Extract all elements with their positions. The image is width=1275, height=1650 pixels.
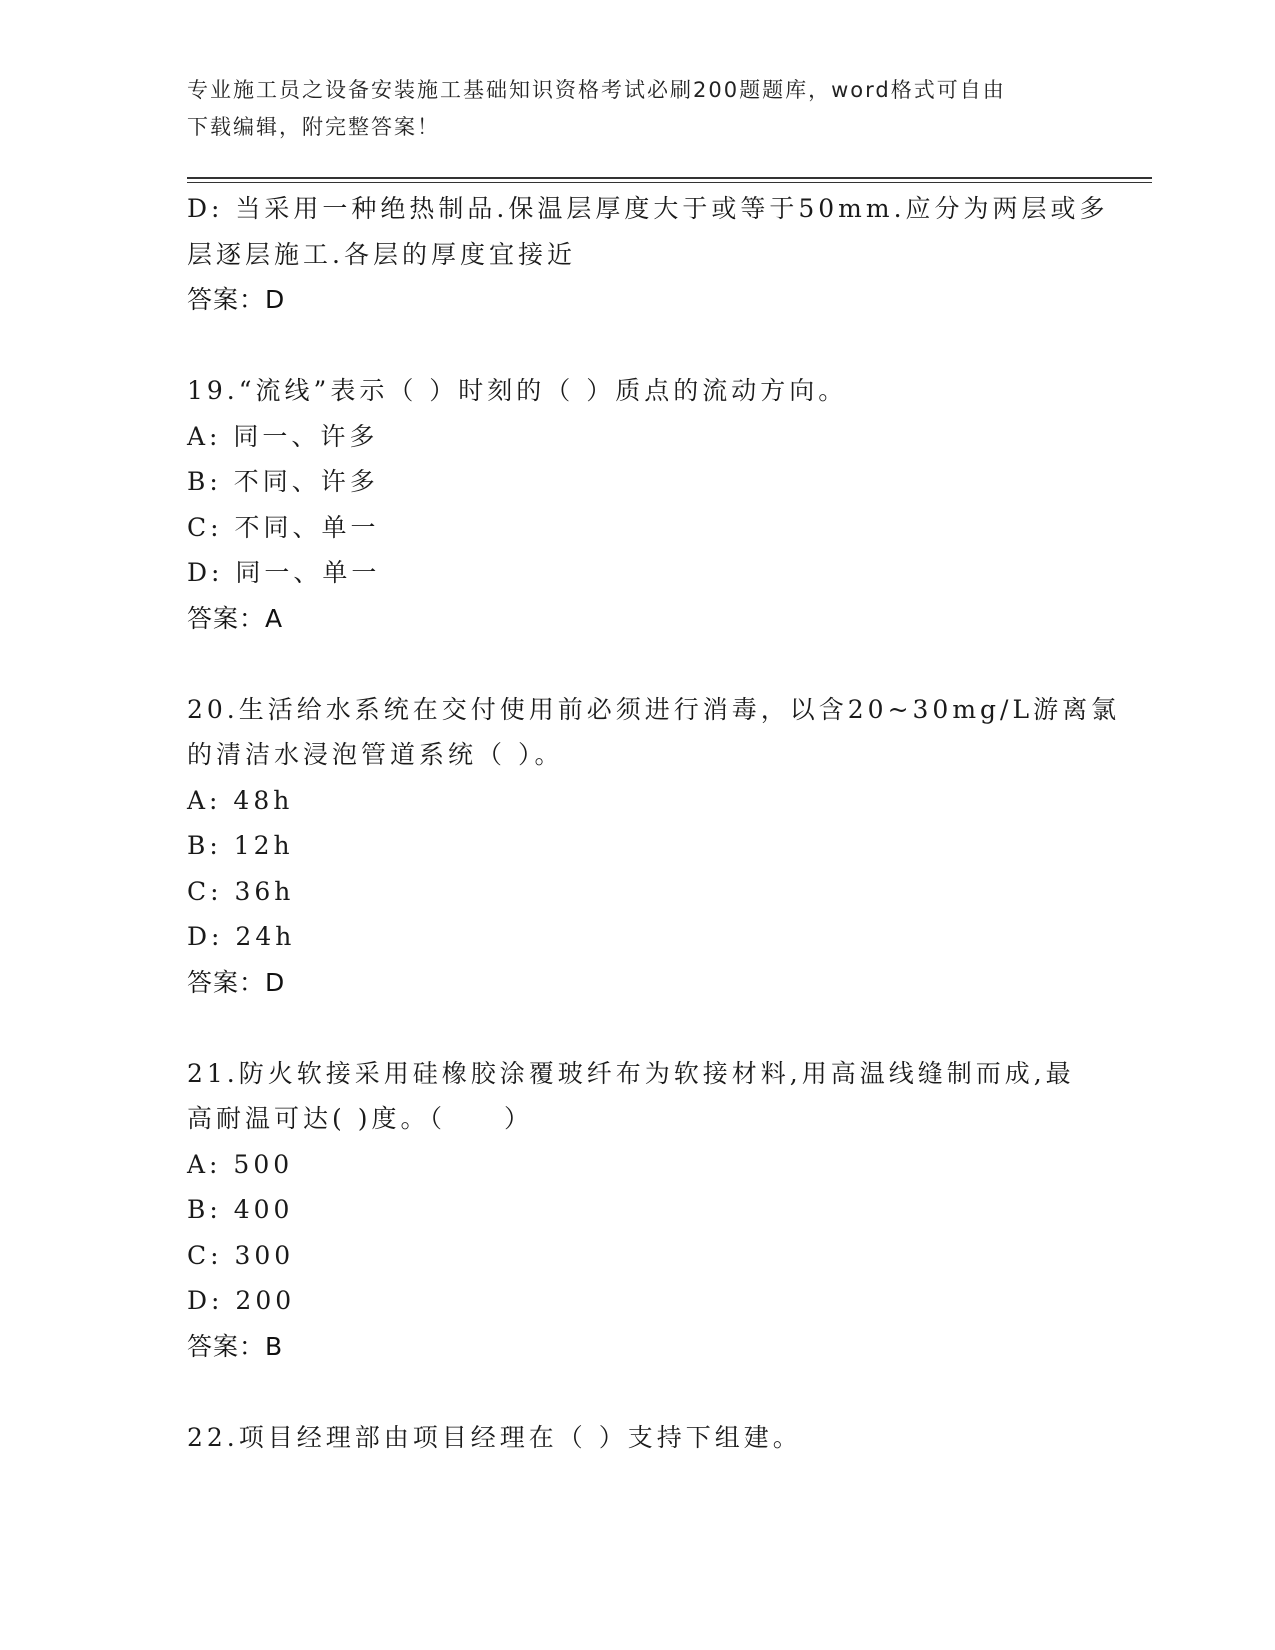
- question-stem: 22.项目经理部由项目经理在（ ）支持下组建。: [187, 1422, 802, 1452]
- question-20: [187, 687, 1121, 1006]
- question-stem-line-1: 20.生活给水系统在交付使用前必须进行消毒，以含20~30mg/L游离氯: [187, 694, 1121, 724]
- option-b: B: 400: [187, 1195, 294, 1224]
- option-a: A: 500: [187, 1149, 294, 1179]
- previous-question: [187, 186, 1109, 323]
- option-d: D: 同一、单一: [187, 558, 381, 587]
- document-body: [187, 186, 1121, 1460]
- answer-line: 答案：D: [187, 967, 286, 997]
- header-rule-bottom: [187, 182, 1152, 183]
- answer-line: 答案：B: [187, 1331, 284, 1361]
- question-stem: 19.“流线”表示（ ）时刻的（ ）质点的流动方向。: [187, 376, 848, 405]
- option-d: D: 200: [187, 1286, 296, 1315]
- question-22: [187, 1415, 1087, 1461]
- header-line-2: 下载编辑，附完整答案！: [187, 115, 440, 139]
- option-b: B: 12h: [187, 831, 294, 860]
- option-c: C: 36h: [187, 876, 295, 906]
- header-line-1: 专业施工员之设备安装施工基础知识资格考试必刷200题题库，word格式可自由: [187, 78, 1006, 102]
- question-stem-line-2: 高耐温可达( )度。（ ）: [187, 1104, 533, 1133]
- spacer: [187, 1369, 1087, 1415]
- option-b: B: 不同、许多: [187, 467, 379, 496]
- answer-line: 答案：D: [187, 285, 286, 314]
- question-stem-line-1: 21.防火软接采用硅橡胶涂覆玻纤布为软接材料,用高温线缝制而成,最: [187, 1058, 1075, 1088]
- option-c: C: 不同、单一: [187, 512, 380, 542]
- option-a: A: 48h: [187, 785, 294, 815]
- question-21: [187, 1051, 1087, 1370]
- option-a: A: 同一、许多: [187, 421, 379, 451]
- spacer: [187, 1005, 1087, 1051]
- answer-line: 答案：A: [187, 603, 284, 633]
- spacer: [187, 641, 1087, 687]
- option-c: C: 300: [187, 1240, 295, 1270]
- option-d-line-2: 层逐层施工.各层的厚度宜接近: [187, 239, 576, 269]
- option-d: D: 24h: [187, 922, 296, 951]
- option-d-line-1: D: 当采用一种绝热制品.保温层厚度大于或等于50mm.应分为两层或多: [187, 194, 1109, 223]
- question-stem-line-2: 的清洁水浸泡管道系统（ ）。: [187, 740, 564, 769]
- header-rule-top: [187, 177, 1152, 179]
- document-header: [187, 72, 1067, 146]
- spacer: [187, 323, 1087, 369]
- question-19: [187, 368, 1087, 641]
